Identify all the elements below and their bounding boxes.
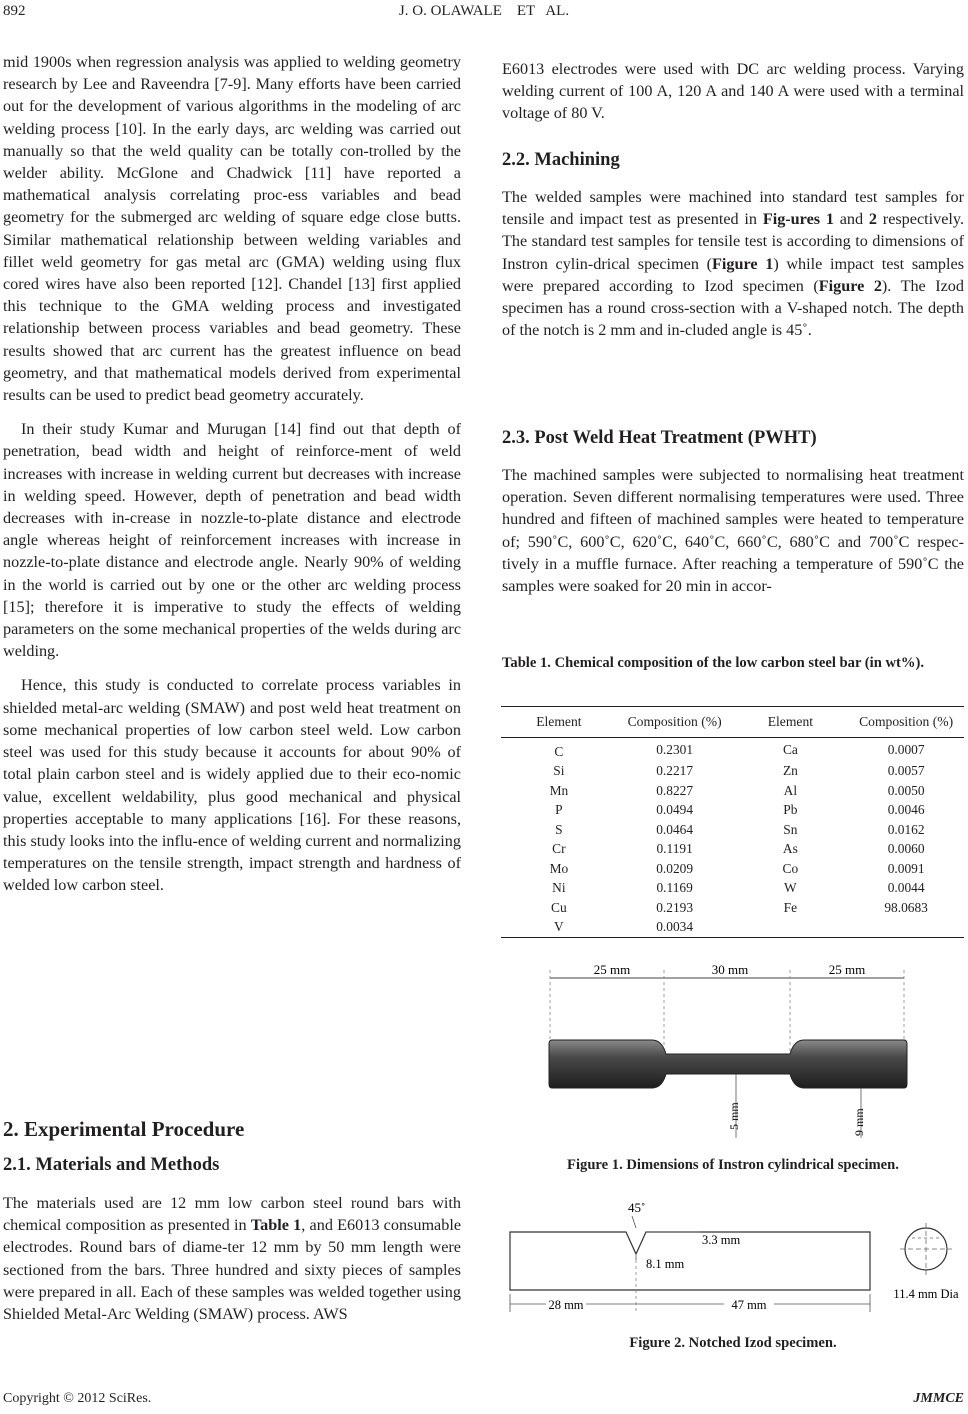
figure-reference: 2	[868, 210, 878, 229]
figure-reference: Figure 2	[818, 276, 882, 295]
table-cell: 0.0060	[887, 841, 925, 857]
text-run: ) while impact test samples were prepared according to Izod specimen (	[502, 254, 964, 295]
table-row	[501, 879, 964, 899]
table-cell: Sn	[783, 821, 798, 837]
angle-label: 45˚	[628, 1200, 646, 1215]
dimension-label: 25 mm	[593, 962, 631, 977]
table-row	[501, 762, 964, 782]
paragraph: The machined samples were subjected to normalising heat treatment operation. Seven different normalising temperatures were used. Three hundred and fifteen of machined samples were heated to temperature of; 590˚C, 600˚C, 620˚C, 640˚C, 660˚C, 680˚C and 700˚C respec-tively in a muffle furnace. After reaching a temperature of 590˚C the samples were soaked for 20 min in accor-	[502, 466, 964, 596]
paragraph	[502, 186, 964, 341]
figure-caption: Figure 1. Dimensions of Instron cylindrical specimen.	[567, 1157, 899, 1173]
dimension-label: 9 mm	[852, 1108, 866, 1136]
paragraph: Hence, this study is conducted to correlate process variables in shielded metal-arc welding (SMAW) and post weld heat treatment on some mechanical properties of low carbon steel weld. Low carbon steel was used for this study because it accounts for about 90% of total plain carbon steel and is widely applied due to their eco-nomic value, excellent weldability, plus good mechanical and physical properties acceptable to many applications [16]. For these reasons, this study looks into the influ-ence of welding current and normalizing temperatures on the tensile strength, impact strength and hardness of welded low carbon steel.	[3, 676, 461, 895]
paragraph: mid 1900s when regression analysis was applied to welding geometry research by Lee and Raveendra [7-9]. Many efforts have been carried out for the development of various algorithms in the modeling of arc welding process [10]. In the early days, arc welding was carried out manually so that the weld quality can be totally con-trolled by the welder ability. McGlone and Chadwick [11] have reported a mathematical analysis correlating proc-ess variables and bead geometry for the submerged arc welding of square edge close butts. Similar mathematical relationship between welding variables and fillet weld geometry for gas metal arc (GMA) welding using flux cored wires have also been reported [12]. Chandel [13] first applied this technique to the GMA welding process and investigated relationship between process variables and bead geometry. These results showed that arc current has the greatest influence on bead geometry, and that mathematical models derived from experimental results can be used to predict bead geometry accurately.	[3, 53, 461, 405]
izod-bar-outline	[510, 1232, 870, 1290]
dimension-label: 28 mm	[548, 1298, 584, 1312]
column-header: Element	[501, 707, 617, 738]
table-cell: 98.0683	[884, 899, 928, 915]
table-reference: Table 1	[250, 1216, 302, 1235]
text-run: and	[833, 210, 869, 229]
instron-specimen-figure	[540, 958, 920, 1148]
chemical-composition-table	[501, 706, 964, 938]
paragraph: E6013 electrodes were used with DC arc welding process. Varying welding current of 100 A, 120 A and 140 A were used with a terminal voltage of 80 V.	[502, 60, 964, 123]
table-cell: 0.0046	[887, 802, 925, 818]
section-heading: 2. Experimental Procedure	[3, 1117, 245, 1141]
dimension-label: 8.1 mm	[646, 1257, 685, 1271]
dimension-label: 47 mm	[731, 1298, 767, 1312]
table-cell: W	[784, 880, 797, 896]
table-row	[501, 918, 964, 938]
table-cell: 0.0091	[887, 860, 925, 876]
paragraph	[3, 1192, 461, 1325]
dimension-label: 5 mm	[727, 1102, 741, 1130]
specimen-body	[549, 1040, 907, 1088]
left-column	[3, 51, 461, 897]
table-row	[501, 859, 964, 879]
table-cell: Mn	[549, 782, 569, 798]
right-column-pwht	[502, 464, 964, 597]
left-column-bottom	[3, 1192, 461, 1325]
table-cell	[848, 918, 964, 938]
table-row	[501, 840, 964, 860]
figure-reference: Fig-ures 1	[762, 210, 834, 229]
right-column-machining	[502, 186, 964, 341]
dimension-label: 3.3 mm	[702, 1233, 741, 1247]
table-cell: S	[555, 821, 563, 837]
table-cell: 0.2193	[656, 899, 694, 915]
table-cell: 0.0007	[887, 741, 925, 757]
table-cell	[733, 918, 849, 938]
copyright: Copyright © 2012 SciRes.	[3, 1391, 152, 1406]
table-cell: C	[554, 743, 564, 759]
table-cell: Fe	[783, 899, 798, 915]
table-cell: As	[782, 841, 798, 857]
text-run: respectively. The standard test samples for tensile test is according to dimensions of Instron cylin-drical specimen (	[502, 210, 965, 273]
table-cell: 0.2217	[656, 763, 694, 779]
table-cell: 0.2301	[656, 741, 694, 757]
table-cell: Zn	[782, 763, 798, 779]
table-cell: Cu	[551, 899, 567, 915]
table-cell: 0.0044	[887, 880, 925, 896]
table-row	[501, 898, 964, 918]
table-caption: Table 1. Chemical composition of the low carbon steel bar (in wt%).	[502, 655, 924, 671]
table-cell: 0.1191	[656, 841, 693, 857]
table-cell: 0.0034	[617, 918, 733, 938]
table-cell: Si	[553, 763, 565, 779]
subsection-heading: 2.3. Post Weld Heat Treatment (PWHT)	[502, 428, 817, 448]
subsection-heading: 2.1. Materials and Methods	[3, 1155, 220, 1175]
text-run: The materials used are 12 mm low carbon steel round bars with chemical composition as presented in	[3, 1194, 461, 1235]
running-title: J. O. OLAWALE ET AL.	[398, 3, 570, 19]
table-row	[501, 738, 964, 762]
figure-reference: Figure 1	[711, 254, 774, 273]
table-row	[501, 820, 964, 840]
text-run: ). The Izod specimen has a round cross-section with a V-shaped notch. The depth of the notch is 2 mm and in-cluded angle is 45˚.	[502, 276, 964, 340]
table-cell: 0.1169	[656, 880, 693, 896]
table-row	[501, 781, 964, 801]
page-number: 892	[3, 3, 26, 19]
text-run: The welded samples were machined into standard test samples for tensile and impact test as presented in	[502, 188, 964, 229]
table-cell: V	[501, 918, 617, 938]
subsection-heading: 2.2. Machining	[502, 150, 620, 170]
dimension-label: 25 mm	[828, 962, 866, 977]
table-cell: Ni	[552, 880, 566, 896]
table-cell: 0.0162	[887, 821, 925, 837]
column-header: Element	[733, 707, 849, 738]
table-row	[501, 801, 964, 821]
text-run: , and E6013 consumable electrodes. Round bars of diame-ter 12 mm by 50 mm length were sectioned from the bars. Three hundred and sixty pieces of samples were prepared in all. Each of these samples was welded together using Shielded Metal-Arc Welding (SMAW) process. AWS	[3, 1216, 461, 1324]
table-cell: P	[555, 802, 563, 818]
table-cell: 0.0050	[887, 782, 925, 798]
right-column	[502, 58, 964, 125]
table-cell: Mo	[549, 860, 569, 876]
table-cell: Cr	[552, 841, 566, 857]
column-header: Composition (%)	[848, 707, 964, 738]
dimension-label: 30 mm	[711, 962, 749, 977]
table-cell: 0.0057	[887, 763, 925, 779]
table-cell: Al	[783, 782, 798, 798]
table-cell: Ca	[782, 741, 798, 757]
table-cell: 0.8227	[656, 782, 694, 798]
dimension-label: 11.4 mm Dia	[893, 1287, 959, 1301]
table-cell: Co	[782, 860, 799, 876]
table-cell: 0.0464	[656, 821, 694, 837]
izod-specimen-figure	[502, 1194, 966, 1319]
journal-name: JMMCE	[913, 1391, 964, 1406]
table-cell: Pb	[783, 802, 798, 818]
figure-caption: Figure 2. Notched Izod specimen.	[629, 1335, 837, 1351]
table-cell: 0.0209	[656, 860, 694, 876]
table-cell: 0.0494	[656, 802, 694, 818]
column-header: Composition (%)	[617, 707, 733, 738]
paragraph: In their study Kumar and Murugan [14] find out that depth of penetration, bead width and height of reinforce-ment of weld increases with increase in welding current but decreases with increase in welding speed. However, depth of penetration and bead width decreases with in-crease in nozzle-to-plate distance and electrode angle whereas height of reinforcement increases with increase in nozzle-to-plate distance and electrode angle. Nearly 90% of welding in the world is carried out by one or the other arc welding process [15]; therefore it is imperative to study the effects of welding parameters on the some mechanical properties of the welds during arc welding.	[3, 420, 461, 661]
table-header-row	[501, 707, 964, 738]
leader-line	[632, 1216, 636, 1228]
